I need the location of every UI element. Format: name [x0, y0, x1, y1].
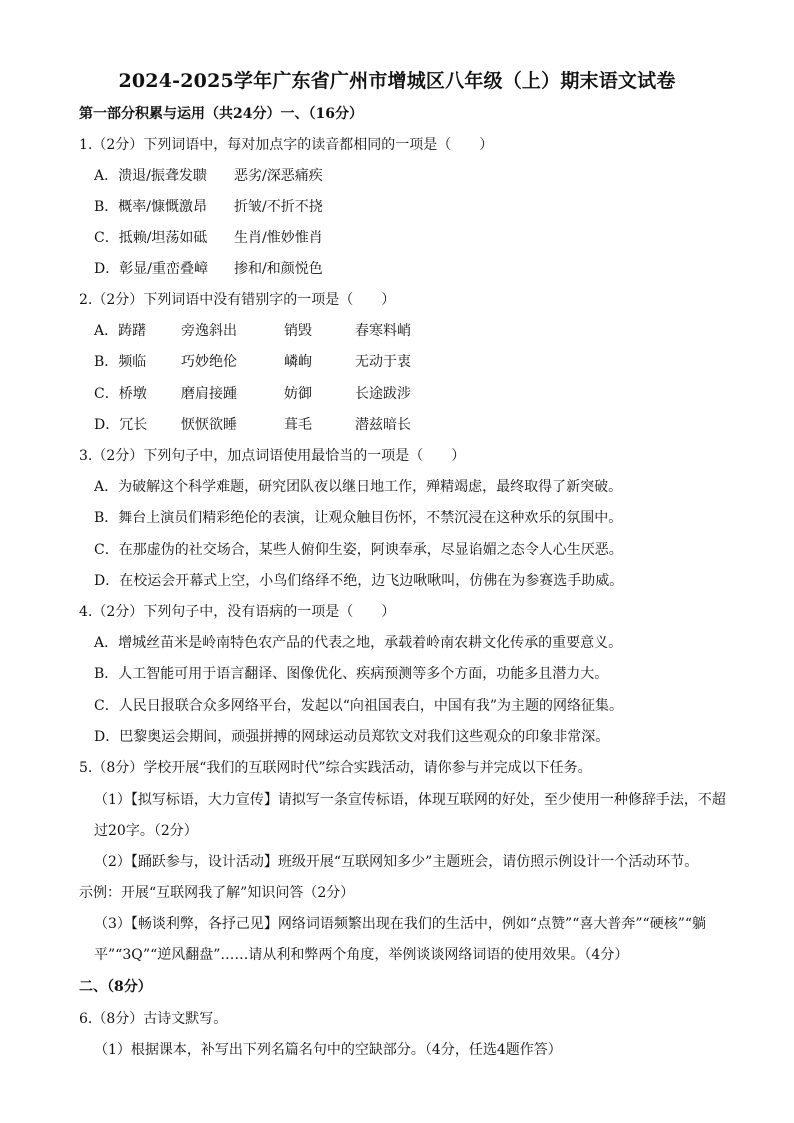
question-6-stem: 6.（8分）古诗文默写。: [79, 1011, 228, 1027]
question-5-part-1: （1）【拟写标语，大力宣传】请拟写一条宣传标语，体现互联网的好处，至少使用一种修辞手法，不超: [94, 792, 726, 808]
question-1-option-c-part2: 生肖/惟妙惟肖: [234, 230, 323, 246]
question-5-part-3-continued: 平”“3Q”“逆风翻盘”……请从利和弊两个角度，举例谈谈网络词语的使用效果。（4分）: [94, 947, 629, 963]
question-5-part-2: （2）【踊跃参与，设计活动】班级开展“互联网知多少”主题班会，请仿照示例设计一个活动环节。: [94, 854, 699, 870]
section-1-header: 第一部分积累与运用（共24分）一、（16分）: [79, 106, 363, 122]
question-1-option-d-part1: D．彰显/重峦叠嶂: [94, 261, 208, 277]
question-2-option-d-word1: D．冗长: [94, 417, 148, 433]
question-2-option-c-word1: C．桥墩: [94, 386, 147, 402]
question-1-option-c-part1: C．抵赖/坦荡如砥: [94, 230, 208, 246]
question-2-option-d-word3: 葺毛: [284, 417, 312, 433]
question-2-option-a-word3: 销毁: [284, 323, 312, 339]
question-3-stem: 3.（2分）下列句子中，加点词语使用最恰当的一项是（ ）: [79, 448, 466, 464]
question-4-option-b: B．人工智能可用于语言翻译、图像优化、疾病预测等多个方面，功能多且潜力大。: [94, 666, 609, 682]
question-2-option-c-word4: 长途跋涉: [355, 386, 411, 402]
question-2-option-a-word1: A．踌躇: [94, 323, 147, 339]
exam-title: 2024-2025学年广东省广州市增城区八年级（上）期末语文试卷: [118, 70, 676, 92]
question-4-stem: 4.（2分）下列句子中，没有语病的一项是（ ）: [79, 604, 396, 620]
question-2-option-d-word4: 潜兹暗长: [355, 417, 411, 433]
question-4-option-c: C．人民日报联合众多网络平台，发起以“向祖国表白，中国有我”为主题的网络征集。: [94, 698, 624, 714]
question-1-option-a-part2: 恶劣/深恶痛疾: [234, 168, 323, 184]
question-5-stem: 5.（8分）学校开展“我们的互联网时代”综合实践活动，请你参与并完成以下任务。: [79, 760, 592, 776]
question-1-stem: 1.（2分）下列词语中，每对加点字的读音都相同的一项是（ ）: [79, 137, 494, 153]
question-1-option-d-part2: 掺和/和颜悦色: [234, 261, 323, 277]
question-5-example: 示例：开展“互联网我了解”知识问答（2分）: [79, 885, 355, 901]
question-2-option-b-word4: 无动于衷: [355, 354, 411, 370]
question-3-option-d: D．在校运会开幕式上空，小鸟们络绎不绝，边飞边啾啾叫，仿佛在为参赛选手助威。: [94, 573, 624, 589]
question-3-option-a: A．为破解这个科学难题，研究团队夜以继日地工作，殚精竭虑，最终取得了新突破。: [94, 479, 623, 495]
question-2-option-a-word2: 旁逸斜出: [181, 323, 237, 339]
question-3-option-b: B．舞台上演员们精彩绝伦的表演，让观众触目伤怀，不禁沉浸在这种欢乐的氛围中。: [94, 510, 623, 526]
question-2-option-c-word2: 磨肩接踵: [181, 386, 237, 402]
question-3-option-c: C．在那虚伪的社交场合，某些人俯仰生姿，阿谀奉承，尽显谄媚之态令人心生厌恶。: [94, 542, 623, 558]
question-1-option-a-part1: A．溃退/振聋发聩: [94, 168, 207, 184]
question-4-option-a: A．增城丝苗米是岭南特色农产品的代表之地，承载着岭南农耕文化传承的重要意义。: [94, 635, 623, 651]
question-2-option-a-word4: 春寒料峭: [355, 323, 411, 339]
question-5-part-1-continued: 过20字。（2分）: [94, 823, 198, 839]
question-1-option-b-part2: 折皱/不折不挠: [234, 199, 323, 215]
section-2-header: 二、（8分）: [79, 979, 152, 995]
question-2-option-b-word1: B．频临: [94, 354, 147, 370]
question-6-part-1: （1）根据课本，补写出下列名篇名句中的空缺部分。（4分，任选4题作答）: [94, 1042, 562, 1058]
question-1-option-b-part1: B．概率/慷慨激昂: [94, 199, 208, 215]
question-2-option-d-word2: 恹恹欲睡: [181, 417, 237, 433]
question-2-option-b-word2: 巧妙绝伦: [181, 354, 237, 370]
question-5-part-3: （3）【畅谈利弊，各抒己见】网络词语频繁出现在我们的生活中，例如“点赞”“喜大普奔”“硬核”“躺: [94, 916, 707, 932]
question-2-option-c-word3: 妨御: [284, 386, 312, 402]
question-2-stem: 2.（2分）下列词语中没有错别字的一项是（ ）: [79, 292, 396, 308]
question-2-option-b-word3: 嶙峋: [284, 354, 312, 370]
question-4-option-d: D．巴黎奥运会期间，顽强拼搏的网球运动员郑钦文对我们这些观众的印象非常深。: [94, 729, 610, 745]
